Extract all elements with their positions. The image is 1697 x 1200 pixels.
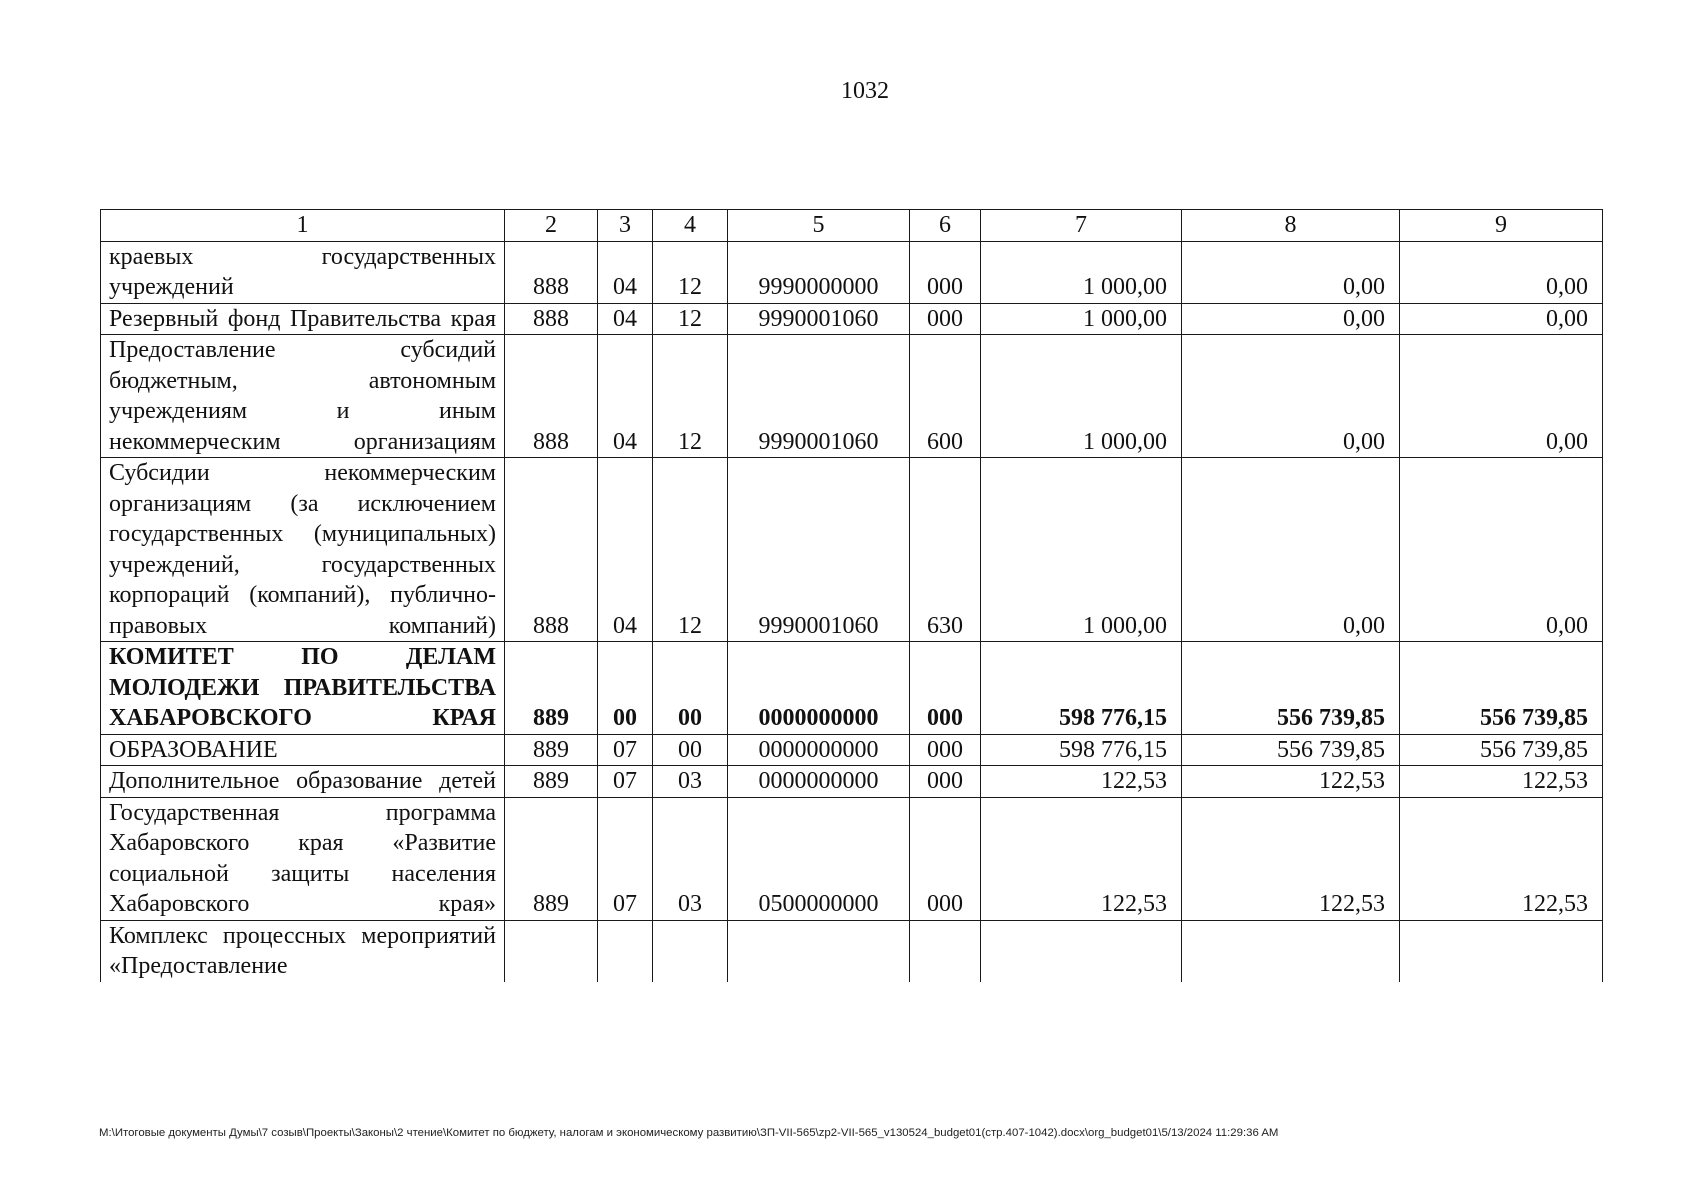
cell-amount: 122,53 <box>1400 797 1603 920</box>
row-name: Государственная программа Хабаровского края «Развитие социальной защиты населения Хабаровского края» <box>101 797 505 920</box>
cell-expense-type: 000 <box>910 797 981 920</box>
cell-empty <box>910 920 981 982</box>
cell-grbs: 888 <box>505 458 598 642</box>
cell-empty <box>728 920 910 982</box>
cell-amount: 0,00 <box>1182 241 1400 303</box>
row-name: Дополнительное образование детей <box>101 766 505 798</box>
cell-empty <box>598 920 653 982</box>
table-row-committee <box>101 642 1603 735</box>
table-row <box>101 458 1603 642</box>
cell-target-article: 0000000000 <box>728 734 910 766</box>
cell-target-article: 9990001060 <box>728 303 910 335</box>
cell-target-article: 9990000000 <box>728 241 910 303</box>
cell-grbs: 889 <box>505 797 598 920</box>
row-name: Субсидии некоммерческим организациям (за исключением государственных (муниципальных) учреждений, государственных корпораций (компаний), публично-правовых компаний) <box>101 458 505 642</box>
column-number: 3 <box>598 210 653 242</box>
column-number: 5 <box>728 210 910 242</box>
cell-subsection: 12 <box>653 335 728 458</box>
table-row <box>101 241 1603 303</box>
cell-amount: 0,00 <box>1182 303 1400 335</box>
column-number: 6 <box>910 210 981 242</box>
cell-empty <box>981 920 1182 982</box>
row-name: ОБРАЗОВАНИЕ <box>101 734 505 766</box>
cell-expense-type: 000 <box>910 303 981 335</box>
column-number: 1 <box>101 210 505 242</box>
cell-section: 04 <box>598 303 653 335</box>
cell-amount: 1 000,00 <box>981 241 1182 303</box>
cell-subsection: 12 <box>653 241 728 303</box>
row-name: Предоставление субсидий бюджетным, автономным учреждениям и иным некоммерческим организациям <box>101 335 505 458</box>
cell-amount: 0,00 <box>1182 458 1400 642</box>
cell-amount: 0,00 <box>1400 241 1603 303</box>
cell-expense-type: 000 <box>910 734 981 766</box>
row-name: краевых государственных учреждений <box>101 241 505 303</box>
table-row <box>101 734 1603 766</box>
cell-amount: 556 739,85 <box>1400 734 1603 766</box>
column-number: 2 <box>505 210 598 242</box>
table-row-continued <box>101 920 1603 982</box>
cell-empty <box>505 920 598 982</box>
page-number: 1032 <box>841 78 889 104</box>
table-row <box>101 766 1603 798</box>
cell-section: 04 <box>598 241 653 303</box>
cell-amount: 1 000,00 <box>981 458 1182 642</box>
row-name: КОМИТЕТ ПО ДЕЛАМ МОЛОДЕЖИ ПРАВИТЕЛЬСТВА ХАБАРОВСКОГО КРАЯ <box>101 642 505 735</box>
cell-subsection: 00 <box>653 734 728 766</box>
cell-empty <box>1182 920 1400 982</box>
table-row <box>101 797 1603 920</box>
row-name: Резервный фонд Правительства края <box>101 303 505 335</box>
cell-grbs: 889 <box>505 766 598 798</box>
cell-amount: 122,53 <box>1182 766 1400 798</box>
cell-amount: 598 776,15 <box>981 642 1182 735</box>
cell-amount: 1 000,00 <box>981 335 1182 458</box>
cell-target-article: 0000000000 <box>728 642 910 735</box>
cell-amount: 556 739,85 <box>1182 642 1400 735</box>
column-number: 4 <box>653 210 728 242</box>
budget-table <box>100 209 1603 982</box>
cell-grbs: 889 <box>505 734 598 766</box>
cell-amount: 556 739,85 <box>1400 642 1603 735</box>
column-number-row <box>101 210 1603 242</box>
cell-expense-type: 630 <box>910 458 981 642</box>
row-name: Комплекс процессных мероприятий «Предоставление <box>101 920 505 982</box>
cell-expense-type: 000 <box>910 766 981 798</box>
cell-amount: 1 000,00 <box>981 303 1182 335</box>
cell-subsection: 00 <box>653 642 728 735</box>
cell-grbs: 888 <box>505 241 598 303</box>
column-number: 7 <box>981 210 1182 242</box>
cell-amount: 122,53 <box>1182 797 1400 920</box>
cell-subsection: 03 <box>653 766 728 798</box>
cell-amount: 556 739,85 <box>1182 734 1400 766</box>
cell-subsection: 03 <box>653 797 728 920</box>
cell-section: 07 <box>598 766 653 798</box>
cell-grbs: 889 <box>505 642 598 735</box>
cell-expense-type: 000 <box>910 241 981 303</box>
cell-section: 00 <box>598 642 653 735</box>
cell-amount: 0,00 <box>1400 458 1603 642</box>
cell-subsection: 12 <box>653 303 728 335</box>
cell-amount: 122,53 <box>981 766 1182 798</box>
cell-target-article: 9990001060 <box>728 335 910 458</box>
table-row <box>101 303 1603 335</box>
cell-amount: 0,00 <box>1400 303 1603 335</box>
cell-amount: 598 776,15 <box>981 734 1182 766</box>
cell-amount: 0,00 <box>1400 335 1603 458</box>
cell-section: 07 <box>598 734 653 766</box>
cell-empty <box>1400 920 1603 982</box>
column-number: 8 <box>1182 210 1400 242</box>
column-number: 9 <box>1400 210 1603 242</box>
table-row <box>101 335 1603 458</box>
cell-expense-type: 600 <box>910 335 981 458</box>
cell-empty <box>653 920 728 982</box>
cell-amount: 122,53 <box>981 797 1182 920</box>
cell-target-article: 9990001060 <box>728 458 910 642</box>
cell-section: 07 <box>598 797 653 920</box>
cell-section: 04 <box>598 458 653 642</box>
cell-grbs: 888 <box>505 335 598 458</box>
cell-amount: 122,53 <box>1400 766 1603 798</box>
cell-target-article: 0000000000 <box>728 766 910 798</box>
cell-expense-type: 000 <box>910 642 981 735</box>
cell-target-article: 0500000000 <box>728 797 910 920</box>
cell-section: 04 <box>598 335 653 458</box>
cell-subsection: 12 <box>653 458 728 642</box>
cell-amount: 0,00 <box>1182 335 1400 458</box>
file-path-footer: M:\Итоговые документы Думы\7 созыв\Проекты\Законы\2 чтение\Комитет по бюджету, налогам и экономическому развитию\ЗП-VII-565\zp2-VII-565_v130524_budget01(стр.407-1042).docx\org_budget01\5/13/2024 11:29:36 AM <box>99 1127 1279 1139</box>
cell-grbs: 888 <box>505 303 598 335</box>
